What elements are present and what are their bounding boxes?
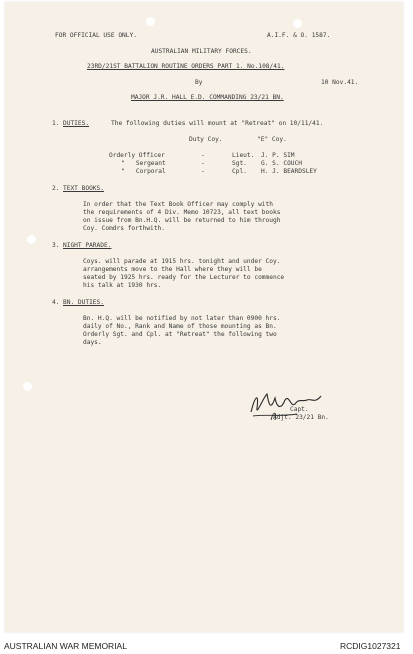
forces-title: AUSTRALIAN MILITARY FORCES. xyxy=(151,48,252,55)
order-date: 10 Nov.41. xyxy=(321,79,359,86)
body-line: arrangements move to the Hall where they will be xyxy=(83,266,262,273)
section-number: 2. xyxy=(52,185,60,192)
duty-name: J. P. SIM xyxy=(261,152,295,159)
footer-record-id: RCDIG1027321 xyxy=(340,641,401,651)
archive-footer xyxy=(0,636,413,654)
by-label: By xyxy=(195,79,203,86)
reference-number: A.I.F. & O. 1587. xyxy=(267,32,331,39)
duty-role: Orderly Officer xyxy=(109,152,165,159)
duty-role: " Corporal xyxy=(121,168,166,175)
body-line: In order that the Text Book Officer may comply with xyxy=(83,201,273,208)
body-line: daily of No., Rank and Name of those mounting as Bn. xyxy=(83,323,277,330)
section-title-night-parade: NIGHT PARADE. xyxy=(63,242,112,249)
body-line: the requirements of 4 Div. Memo 10723, all text books xyxy=(83,209,281,216)
body-line: Coy. Comdrs forthwith. xyxy=(83,225,165,232)
document-page xyxy=(5,2,403,632)
signature-title: Adjt. 23/21 Bn. xyxy=(273,414,329,421)
section-number: 3. xyxy=(52,242,60,249)
section-title-textbooks: TEXT BOOKS. xyxy=(63,185,104,192)
duty-rank: Cpl. xyxy=(232,168,247,175)
section-title-bn-duties: BN. DUTIES. xyxy=(63,299,104,306)
section-number: 1. xyxy=(52,120,60,127)
official-use-label: FOR OFFICIAL USE ONLY. xyxy=(55,32,137,39)
signature-rank: Capt. xyxy=(290,406,309,413)
duty-coy-value: "E" Coy. xyxy=(257,136,287,143)
duty-role: " Sergeant xyxy=(121,160,166,167)
body-line: Bn. H.Q. will be notified by not later than 0900 hrs. xyxy=(83,315,281,322)
body-line: Orderly Sgt. and Cpl. at "Retreat" the following two xyxy=(83,331,277,338)
body-line: on issue from Bn.H.Q. will be returned to him through xyxy=(83,217,281,224)
duty-dash: - xyxy=(201,152,205,159)
punch-hole xyxy=(146,17,155,26)
duties-intro: The following duties will mount at "Retreat" on 10/11/41. xyxy=(111,120,324,127)
body-line: days. xyxy=(83,339,102,346)
footer-archive-name: AUSTRALIAN WAR MEMORIAL xyxy=(4,641,127,651)
section-title-duties: DUTIES. xyxy=(63,120,90,127)
section-number: 4. xyxy=(52,299,60,306)
duty-dash: - xyxy=(201,168,205,175)
duty-name: G. S. COUCH xyxy=(261,160,302,167)
duty-rank: Lieut. xyxy=(232,152,255,159)
punch-hole xyxy=(27,235,36,244)
punch-hole xyxy=(293,19,302,28)
punch-hole xyxy=(23,382,32,391)
body-line: seated by 1925 hrs. ready for the Lecturer to commence xyxy=(83,274,285,281)
duty-name: H. J. BEARDSLEY xyxy=(261,168,317,175)
duty-dash: - xyxy=(201,160,205,167)
body-line: Coys. will parade at 1915 hrs. tonight and under Coy. xyxy=(83,258,281,265)
duty-rank: Sgt. xyxy=(232,160,247,167)
body-line: his talk at 1930 hrs. xyxy=(83,282,162,289)
commander-line: MAJOR J.R. HALL E.D. COMMANDING 23/21 BN. xyxy=(131,94,284,101)
duty-coy-label: Duty Coy. xyxy=(189,136,223,143)
orders-title: 23RD/21ST BATTALION ROUTINE ORDERS PART 1. No.108/41. xyxy=(87,63,285,70)
